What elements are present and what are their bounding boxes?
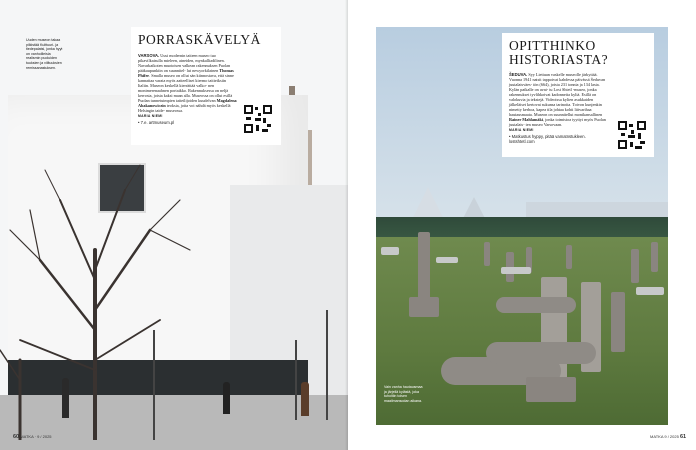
body-part: . Smalla museo on ollut sän kiinnostava, että sinne kannattaa varata myös aatteelliset kiermo taitteiksiin Italiin. Museon keskellä kierrättää valko- nen monimerenaahnen portaikko. Rakennuksessa on neljä kerrosta, joista kaksi maan alla. Museossa on ollut esillä Puolan tunnetuimpien taiteilijoiden kuudelvan <box>138 73 234 104</box>
qr-module <box>629 124 633 127</box>
sign-pole <box>295 340 297 420</box>
fallen-log-stone <box>486 342 596 364</box>
body-part: Uusi modernin taiteen museo tuo pikavilkaisulla mieleen, aineiden, mynkalliadilinen. Navarkaikoten muotoisen valkean rakennuksen Puolan pääkaupunkiin on suunnitel- lut newyorkilainen <box>138 53 231 74</box>
qr-module <box>640 141 645 144</box>
website-link-left[interactable]: • 7.e. artmuseum.pl <box>138 120 175 126</box>
magazine-issue-right: MATKA 9 / 2025 <box>650 434 679 439</box>
qr-finder <box>263 105 272 114</box>
pedestrian <box>301 382 309 416</box>
byline-left: MARIA NIEMI <box>138 114 163 119</box>
qr-code-right[interactable] <box>618 121 646 149</box>
gravestone <box>409 297 439 317</box>
qr-finder <box>618 140 627 149</box>
bare-trees-left <box>0 160 200 440</box>
gravestone <box>651 242 658 272</box>
qr-module <box>256 125 259 131</box>
lamp-post <box>326 310 328 420</box>
gravestone <box>381 247 399 255</box>
body-part: , jonka toimistoa tyyttyi myös Puolan juutalais- ten museo Varsovaan. <box>509 117 606 128</box>
gravestone <box>501 267 531 274</box>
gravestone <box>436 257 458 263</box>
gravestone <box>636 287 664 295</box>
qr-module <box>255 118 261 121</box>
qr-module <box>628 135 635 138</box>
headline-line: HISTORIASTA? <box>509 52 609 68</box>
qr-module <box>635 146 642 149</box>
article-body-left <box>138 53 238 125</box>
qr-module <box>255 107 258 110</box>
qr-module <box>631 130 634 134</box>
right-page <box>348 0 696 450</box>
page-folio-right <box>650 434 686 440</box>
qr-module <box>262 129 268 132</box>
qr-module <box>263 118 266 123</box>
qr-finder <box>637 121 646 130</box>
gravestone-base <box>526 377 576 402</box>
dateline-left: VARSOVA. <box>138 53 160 59</box>
website-link-right[interactable]: • Matkustus hyppy, pitää vamatnstukleen. lostshtetl.com <box>509 134 586 145</box>
qr-finder <box>244 105 253 114</box>
gravestone <box>418 232 430 302</box>
byline-right: MARIA NIEMI <box>509 128 534 133</box>
gravestone <box>611 292 625 352</box>
article-body-right <box>509 72 609 144</box>
photo-caption-left: Uuden museon takaa pilkistää Kulttuuri- ja tiedepalatsi, jonka hyyt on vanhoilleisia realismin puoluiden tuuksien ja viiltuuksien remissanastuksen. <box>26 38 63 70</box>
dateline-right: ŠEDUVA. <box>509 72 528 78</box>
qr-module <box>246 117 251 120</box>
gravestone <box>631 249 639 283</box>
magazine-issue-left: MATKA · 9 / 2025 <box>20 434 52 439</box>
body-part: teoksia, joita voi nähdä myös keskellä Helsingin taide- museossa. <box>138 103 231 114</box>
qr-module <box>630 142 633 147</box>
traffic-sign-pole <box>153 330 155 440</box>
qr-module <box>267 124 271 127</box>
gravestone <box>484 242 490 266</box>
page-number-right: 61 <box>679 434 687 440</box>
qr-module <box>258 113 261 116</box>
fallen-log-stone <box>496 297 576 313</box>
pedestrian <box>223 382 230 414</box>
qr-finder <box>244 124 253 133</box>
qr-module <box>638 133 641 139</box>
article-box-left <box>131 27 281 145</box>
headline-line: OPITTHINKO <box>509 38 596 53</box>
page-folio-left <box>13 434 52 440</box>
article-headline-left: PORRASKÄVELYÄ <box>138 32 261 47</box>
artist-name: Magdalena Abakanowiczin <box>138 98 237 109</box>
article-box-right <box>502 33 654 157</box>
architect-name: Thomas Phifer <box>138 68 234 79</box>
page-number-left: 60 <box>13 434 20 440</box>
photo-caption-right: Vain vanha hautausmaa ja järjellä kylästä, joka tuhoitiin toisen maailmansodan aikana. <box>384 385 423 403</box>
architect-name: Rainer Mahlamäki <box>509 117 544 123</box>
gravestone <box>566 245 572 269</box>
body-part: Syy Liettuan vaskelle museolle järkyttää. Vuonna 1941 natsit tappoivat kahdessa päivässä Šeduvan juutalaisväes- tön (664), joista 231 tonnia ja 134 lasta. Kylän paikalle on avat- tu Lost Shtetl -museo, jonka rakennukset tyvlihkoivat kadonneita kyliä. Esillä on valokuvia ja tekstejä. Videoissa kylien asukkaiden jälkeläiset kertovat sukunsa tarinoita. Toivon kunjenkin nimetty kerhoa, kapea tila johtaa kohti liitvarihaa hautausmaata. Museon on suunnitellut monikansallinen <box>509 72 606 118</box>
qr-module <box>621 133 625 136</box>
article-headline-right <box>509 39 647 67</box>
qr-finder <box>618 121 627 130</box>
pedestrian <box>62 378 69 418</box>
qr-code-left[interactable] <box>244 105 272 133</box>
